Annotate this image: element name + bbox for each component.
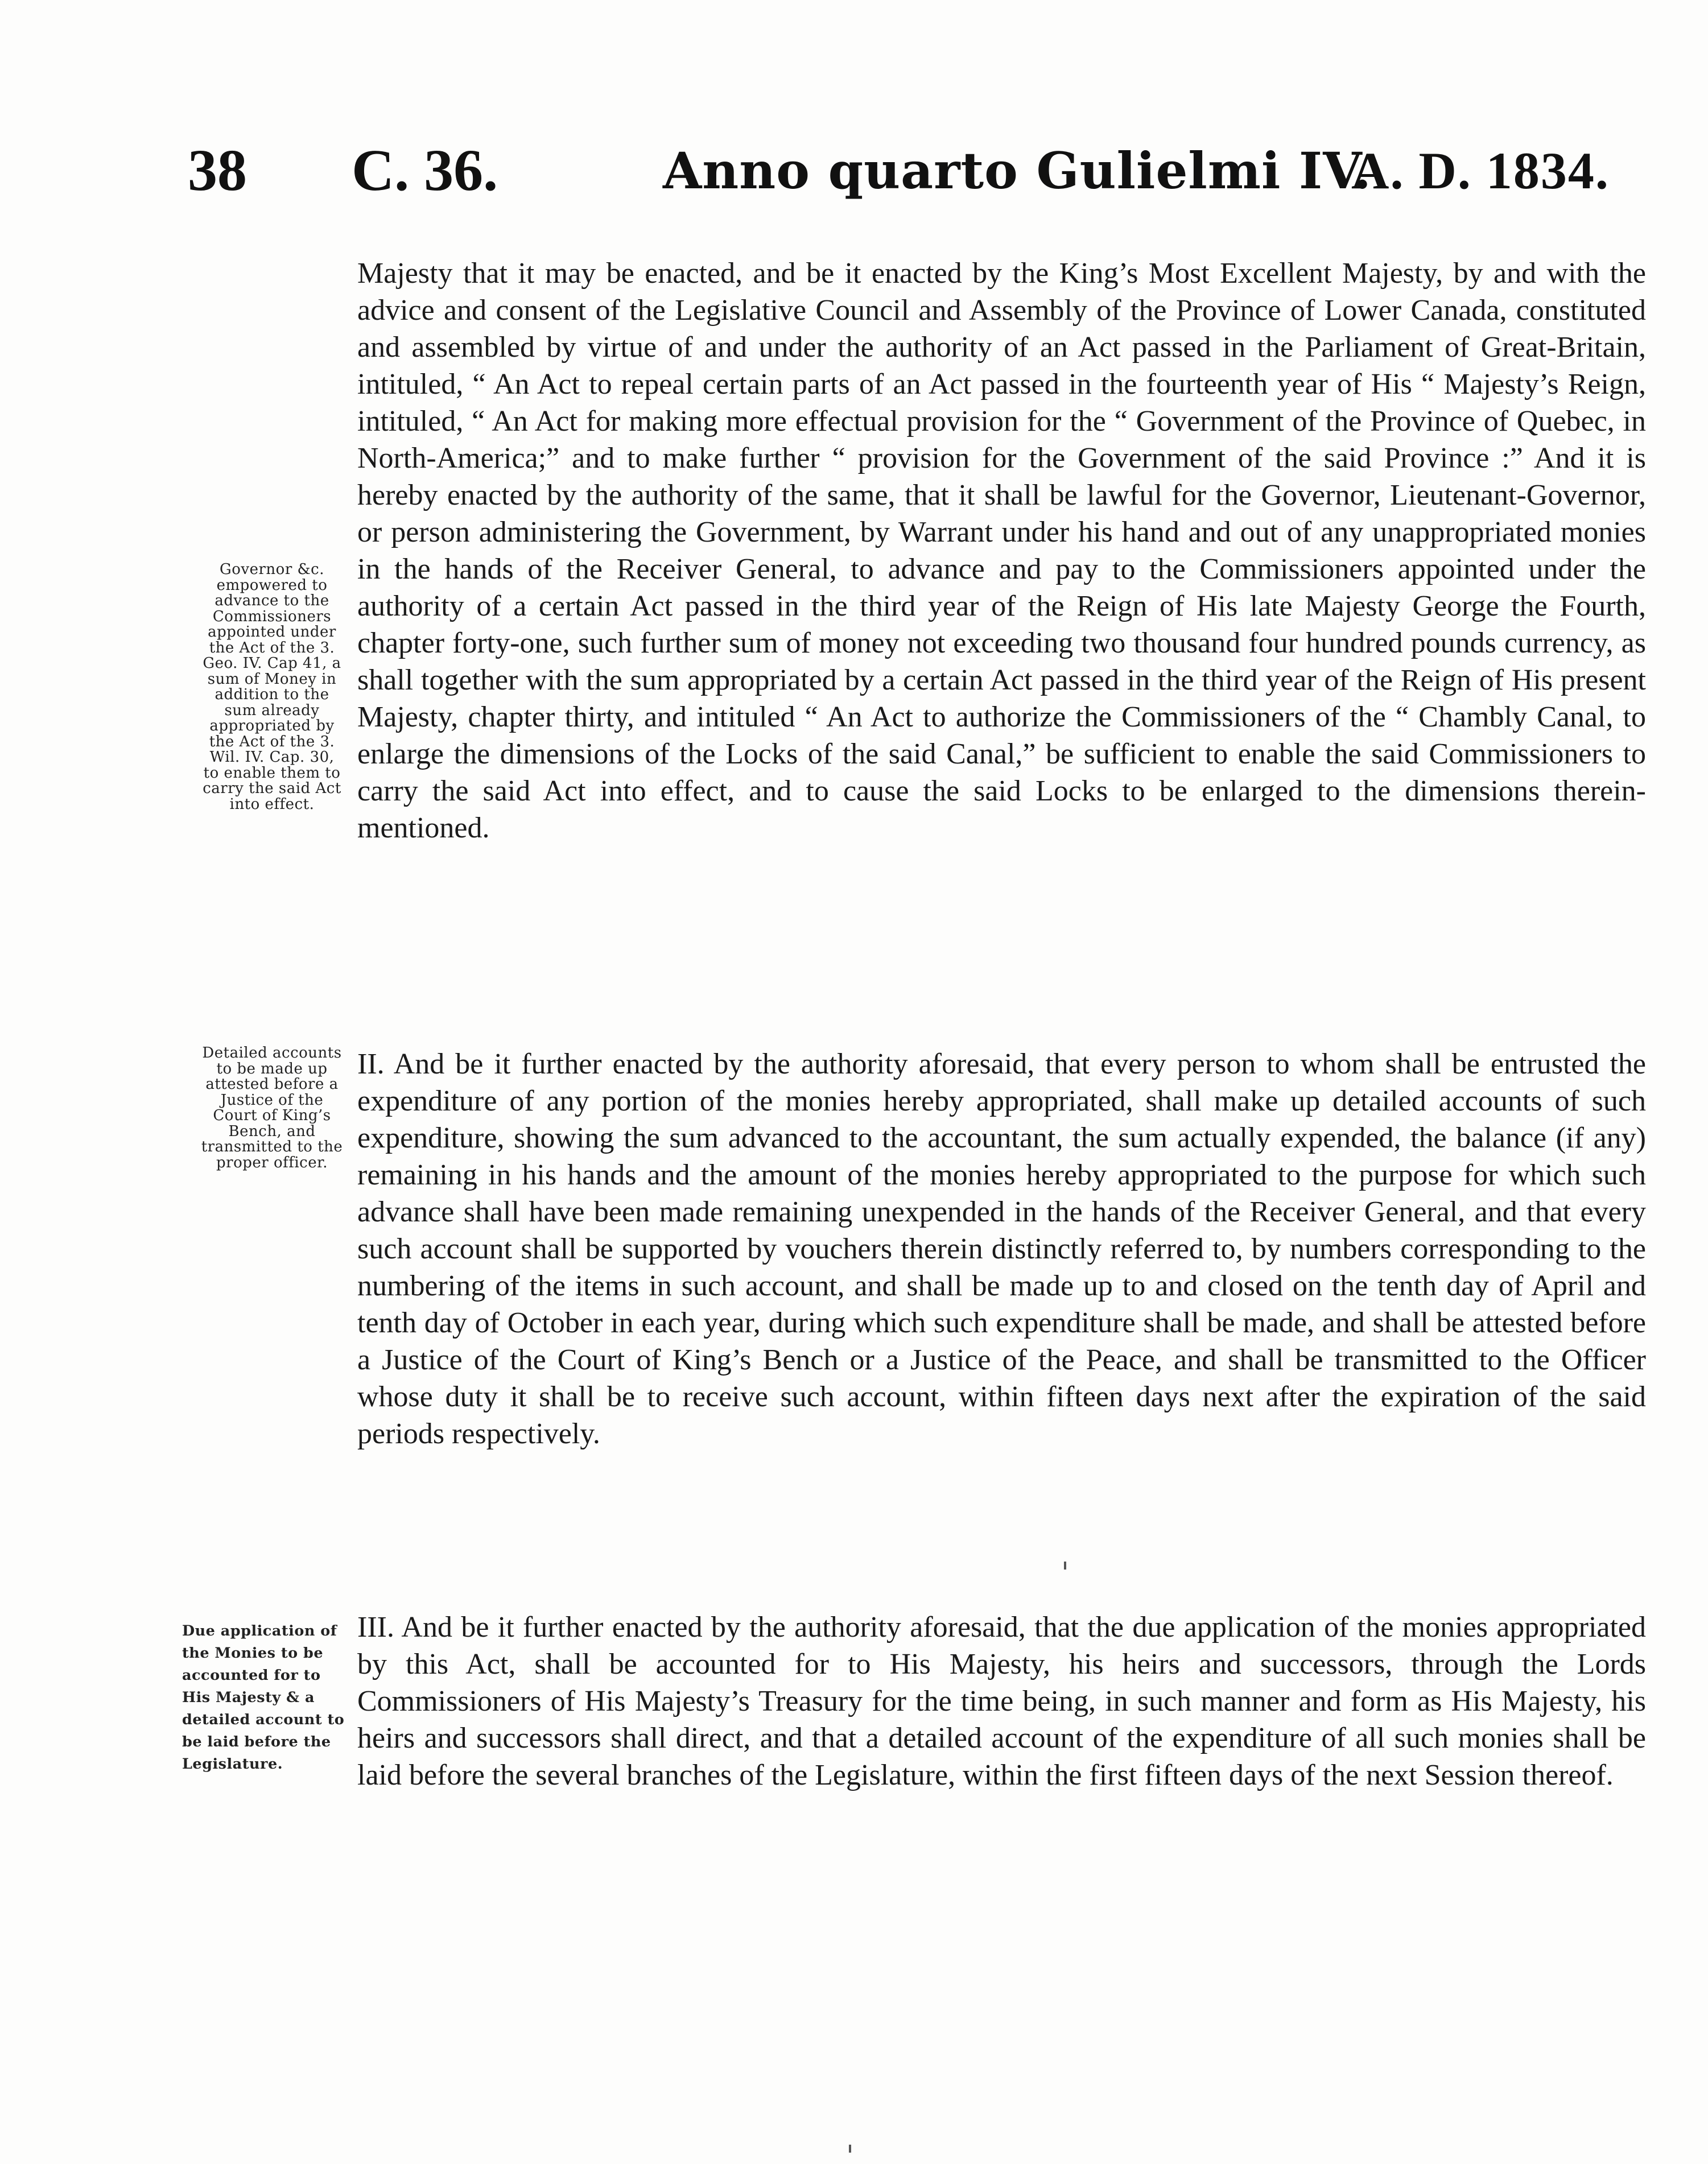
section-text: Majesty that it may be enacted, and be it enacted by the King’s Most Excellent Majesty, by and with the advice and consent of the Legislative Council and Assembly of the Province of Lower Canada, constituted and assembled by virtue of and under the authority of an Act passed in the Parliament of Great-Britain, intituled, “ An Act to repeal certain parts of an Act passed in the fourteenth year of His “ Majesty’s Reign, intituled, “ An Act for making more effectual provision for the “ Government of the Province of Quebec, in North-America;” and to make further “ provision for the Government of the said Province :” And it is hereby enacted by the authority of the same, that it shall be lawful for the Governor, Lieutenant-Governor, or person administering the Government, by Warrant under his hand and out of any unappropriated monies in the hands of the Receiver General, to advance and pay to the Commissioners appointed under the authority of a certain Act passed in the third year of the Reign of His late Majesty George the Fourth, chapter forty-one, such further sum of money not exceeding two thousand four hundred pounds currency, as shall together with the sum appropriated by a certain Act passed in the third year of the Reign of His present Majesty, chapter thirty, and intituled “ An Act to authorize the Commissioners of the “ Chambly Canal, to enlarge the dimensions of the Locks of the said Canal,” be sufficient to enable the said Commissioners to carry the said Act into effect, and to cause the said Locks to be enlarged to the dimensions therein-mentioned.: [357, 257, 1646, 844]
print-mark: [1064, 1562, 1066, 1570]
year-heading: A. D. 1834.: [1351, 142, 1610, 200]
print-mark: [849, 2145, 851, 2153]
marginal-note: Governor &c. empowered to advance to the Commissioners appointed under the Act of the 3. Geo. IV. Cap 41, a sum of Money in addition to the sum already appropriated by the Act of the 3. Wil. IV. Cap. 30, to enable them to carry the said Act into effect.: [203, 561, 341, 813]
running-head: [188, 134, 1667, 208]
marginal-note: Detailed accounts to be made up attested before a Justice of the Court of King’s Bench, and transmitted to the proper officer.: [201, 1044, 343, 1171]
page-number: 38: [188, 138, 247, 203]
running-title: Anno quarto Gulielmi IV.: [663, 141, 1372, 200]
chapter-number: C. 36.: [352, 138, 498, 203]
marginal-note: Due application of the Monies to be accounted for to His Majesty & a detailed account to be laid before the Legislature.: [182, 1622, 345, 1773]
section-text: II. And be it further enacted by the authority aforesaid, that every person to whom shall be entrusted the expenditure of any portion of the monies hereby appropriated, shall make up detailed accounts of such expenditure, showing the sum advanced to the accountant, the sum actually expended, the balance (if any) remaining in his hands and the amount of the monies hereby appropriated to the purpose for which such advance shall have been made remaining unexpended in the hands of the Receiver General, and that every such account shall be supported by vouchers therein distinctly referred to, by numbers corresponding to the numbering of the items in such account, and shall be made up to and closed on the tenth day of April and tenth day of October in each year, during which such expenditure shall be made, and shall be attested before a Justice of the Court of King’s Bench or a Justice of the Peace, and shall be transmitted to the Officer whose duty it shall be to receive such account, within fifteen days next after the expiration of the said periods respectively.: [357, 1048, 1646, 1450]
section-text: III. And be it further enacted by the authority aforesaid, that the due application of the monies appropriated by this Act, shall be accounted for to His Majesty, his heirs and successors, through the Lords Commissioners of His Majesty’s Treasury for the time being, in such manner and form as His Majesty, his heirs and successors shall direct, and that a detailed account of the expenditure of all such monies shall be laid before the several branches of the Legislature, within the first fifteen days of the next Session thereof.: [357, 1611, 1646, 1791]
